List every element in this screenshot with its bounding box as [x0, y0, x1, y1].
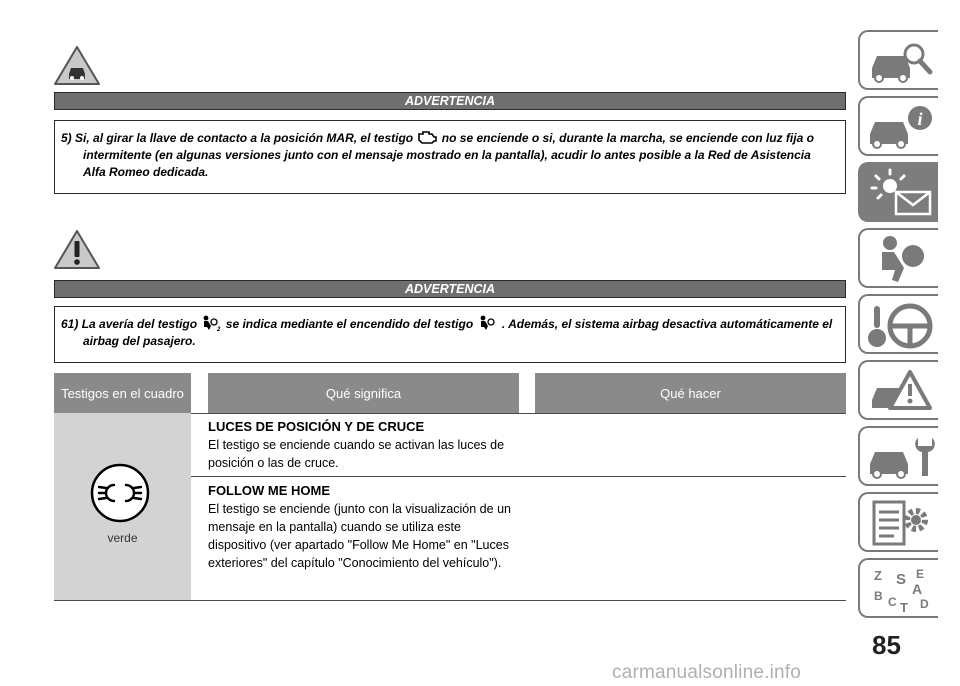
- tab-warning-lights[interactable]: [858, 162, 938, 222]
- warning-number: 5): [61, 131, 72, 145]
- svg-text:D: D: [920, 597, 929, 611]
- table-row: [208, 482, 518, 572]
- airbag-icon: [477, 315, 499, 331]
- tab-technical-specs[interactable]: [858, 492, 938, 552]
- tab-starting-driving[interactable]: [858, 294, 938, 354]
- table-row: [208, 418, 518, 472]
- tab-index[interactable]: [858, 558, 938, 618]
- steering-wheel-key-icon: [866, 300, 936, 352]
- table-header-lamps: Testigos en el cuadro: [54, 373, 191, 413]
- tab-maintenance[interactable]: [858, 426, 938, 486]
- row-title: FOLLOW ME HOME: [208, 483, 331, 498]
- row-text: El testigo se enciende (junto con la visualización de un mensaje en la pantalla) cuando se utiliza este dispositivo (ver apartado "Follow Me Home" en "Luces exteriores" del capítulo "Conocimiento del vehículo").: [208, 502, 511, 570]
- table-header-action: Qué hacer: [535, 373, 846, 413]
- page-number: 85: [872, 630, 901, 660]
- tab-safety[interactable]: [858, 228, 938, 288]
- svg-text:Z: Z: [874, 568, 882, 583]
- lamp-cell: [54, 413, 191, 600]
- svg-text:S: S: [896, 571, 907, 588]
- table-header-meaning: Qué significa: [208, 373, 519, 413]
- svg-text:E: E: [916, 567, 925, 581]
- airbag-failure-icon: [200, 315, 222, 331]
- tab-car-info[interactable]: [858, 96, 938, 156]
- warning-text-part: Si, al girar la llave de contacto a la posición MAR, el testigo: [75, 131, 414, 145]
- car-info-icon: [866, 102, 936, 154]
- warning-text-part: . Además, el sistema airbag desactiva automáticamente el airbag del pasajero.: [83, 317, 833, 348]
- airbag-person-icon: [866, 234, 936, 286]
- svg-text:T: T: [900, 600, 908, 615]
- exclamation-warning-triangle-icon: [52, 228, 102, 272]
- watermark[interactable]: carmanualsonline.info: [612, 662, 802, 683]
- warning-heading: ADVERTENCIA: [54, 280, 846, 298]
- car-warning-triangle-icon: [866, 366, 936, 418]
- warning-text: [54, 120, 846, 194]
- car-wrench-icon: [866, 432, 936, 484]
- warning-text-part: no se enciende o si, durante la marcha, se enciende con luz fija o intermitente (en algunas versiones junto con el mensaje mostrado en la pantalla), acudir lo antes posible a la Red de Asistencia Alfa Romeo dedicada.: [83, 131, 814, 179]
- warning-light-message-icon: [866, 168, 936, 220]
- svg-text:B: B: [874, 589, 883, 603]
- car-search-icon: [866, 36, 936, 88]
- position-lights-lamp-icon: [90, 463, 150, 523]
- tab-car-search[interactable]: [858, 30, 938, 90]
- svg-text:2: 2: [217, 327, 221, 331]
- warning-text-part: se indica mediante el encendido del testigo: [225, 317, 474, 331]
- car-warning-triangle-icon: [52, 44, 102, 88]
- table-divider: [191, 476, 846, 477]
- svg-text:C: C: [888, 595, 897, 609]
- alphabet-index-icon: [866, 564, 936, 616]
- warning-heading: ADVERTENCIA: [54, 92, 846, 110]
- table-divider: [54, 600, 846, 601]
- warning-text: [54, 306, 846, 363]
- lamp-color-label: verde: [107, 531, 138, 545]
- engine-check-icon: [416, 129, 438, 145]
- svg-text:A: A: [912, 581, 923, 597]
- specs-gear-icon: [866, 498, 936, 550]
- warning-text-part: La avería del testigo: [81, 317, 198, 331]
- svg-text:i: i: [917, 109, 923, 129]
- row-title: LUCES DE POSICIÓN Y DE CRUCE: [208, 419, 425, 434]
- row-text: El testigo se enciende cuando se activan las luces de posición o las de cruce.: [208, 438, 505, 470]
- warning-number: 61): [61, 317, 79, 331]
- tab-emergency[interactable]: [858, 360, 938, 420]
